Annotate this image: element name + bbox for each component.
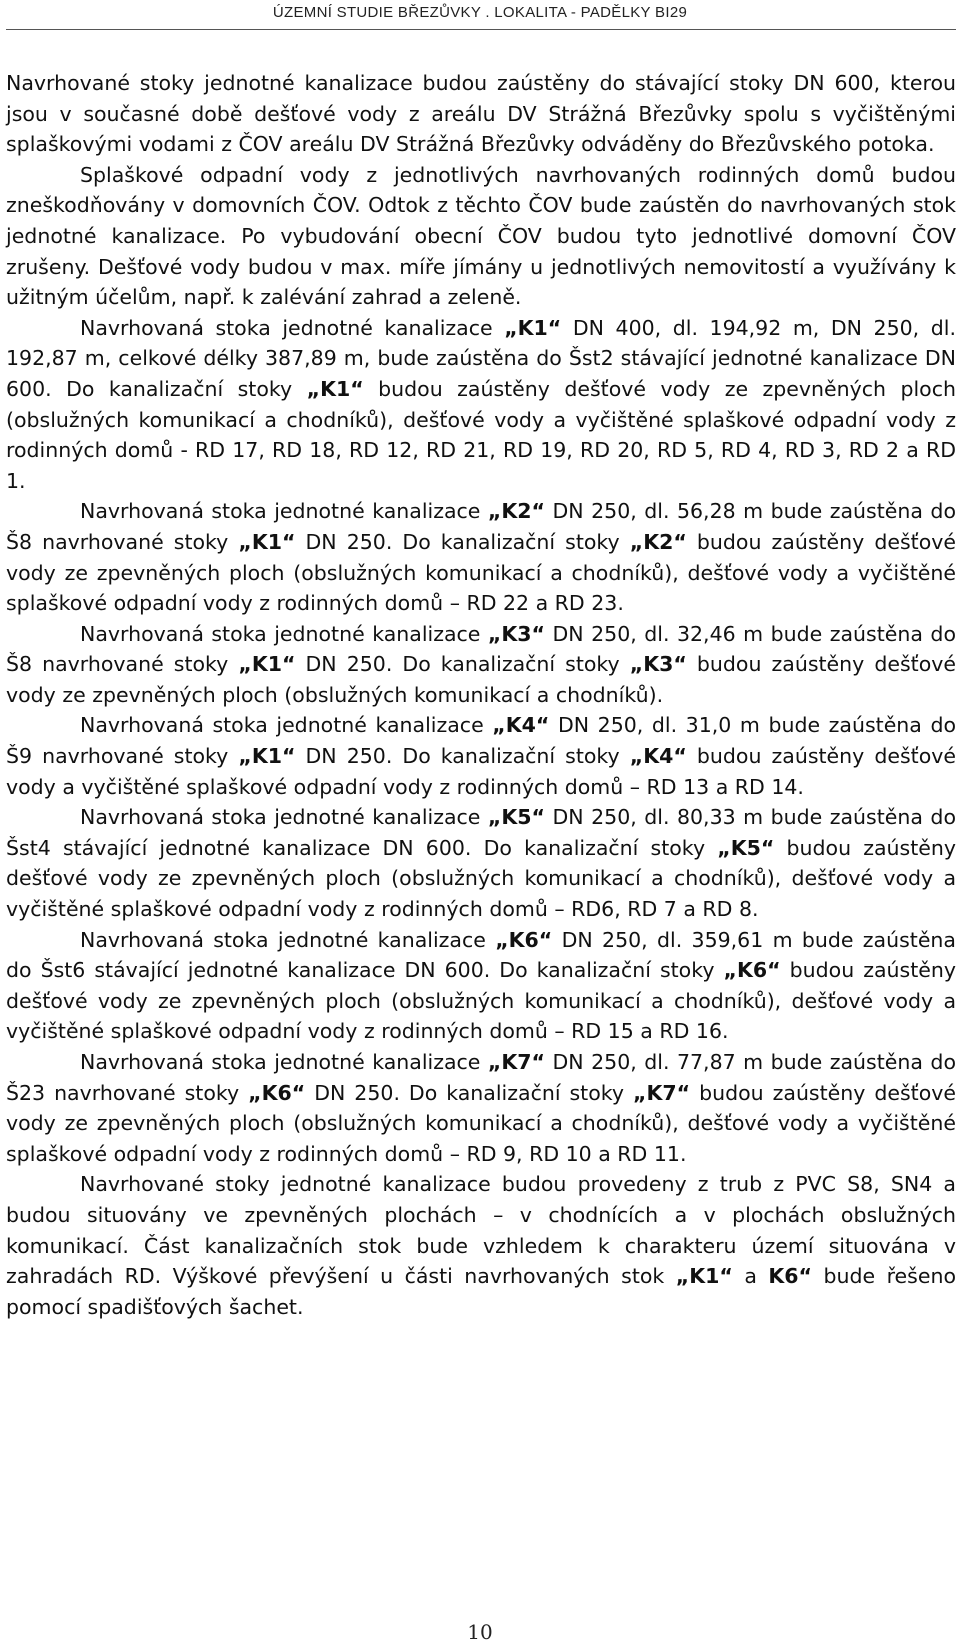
paragraph-text: DN 250. Do kanalizační stoky [295, 652, 630, 677]
paragraph-text: Navrhovaná stoka jednotné kanalizace [80, 713, 493, 738]
sewer-label: „K6“ [248, 1080, 306, 1105]
sewer-label: „K6“ [495, 927, 553, 952]
sewer-label: „K7“ [487, 1050, 546, 1074]
body-paragraph [6, 802, 956, 924]
sewer-label: „K5“ [717, 835, 775, 860]
paragraph-text: Navrhovaná stoka jednotné kanalizace [80, 1050, 488, 1074]
paragraph-text: Navrhovaná stoka jednotné kanalizace [80, 927, 496, 952]
sewer-label: „K1“ [238, 529, 296, 554]
sewer-label: „K1“ [504, 315, 562, 340]
paragraph-text: bude řešeno pomocí spadišťových šachet. [6, 1264, 956, 1319]
header-divider [6, 29, 956, 30]
paragraph-text: budou zaústěny dešťové vody ze zpevněných ploch (obslužných komunikací a chodníků), dešťové vody a vyčištěné splaškové odpadní vody z rodinných domů – RD 15 a RD 16. [6, 958, 956, 1044]
paragraph-text: DN 400, dl. 194,92 m, DN 250, dl. 192,87 m, celkové délky 387,89 m, bude zaústěna do Šst2 stávající jednotné kanalizace DN 600. Do kanalizační stoky [6, 315, 956, 401]
document-body [6, 68, 956, 1322]
paragraph-text: Navrhované stoky jednotné kanalizace budou zaústěny do stávající stoky DN 600, kterou jsou v současné době dešťové vody z areálu DV Strážná Březůvky spolu s vyčištěnými splaškovými vodami z ČOV areálu DV Strážná Březůvky odváděny do Březůvského potoka. [6, 71, 956, 157]
sewer-label: „K6“ [723, 958, 781, 983]
page-number: 10 [467, 1620, 493, 1644]
sewer-label: „K7“ [633, 1080, 691, 1105]
paragraph-text: Splaškové odpadní vody z jednotlivých navrhovaných rodinných domů budou zneškodňovány v domovních ČOV. Odtok z těchto ČOV bude zaústěn do navrhovaných stok jednotné kanalizace. Po vybudování obecní ČOV budou tyto jednotlivé domovní ČOV zrušeny. Dešťové vody budou v max. míře jímány u jednotlivých nemovitostí a využívány k užitným účelům, např. k zalévání zahrad a zeleně. [6, 162, 956, 310]
paragraph-text: budou zaústěny dešťové vody ze zpevněných ploch (obslužných komunikací a chodníků), dešťové vody a vyčištěné splaškové odpadní vody z rodinných domů – RD6, RD 7 a RD 8. [6, 835, 956, 922]
body-paragraph [6, 160, 956, 313]
sewer-label: „K1“ [675, 1264, 733, 1289]
paragraph-text: Navrhovaná stoka jednotné kanalizace [80, 621, 488, 646]
sewer-label: „K2“ [629, 529, 687, 554]
paragraph-text: budou zaústěny dešťové vody ze zpevněných ploch (obslužných komunikací a chodníků), dešťové vody a vyčištěné splaškové odpadní vody z rodinných domů – RD 22 a RD 23. [6, 529, 956, 616]
paragraph-text: budou zaústěny dešťové vody ze zpevněných ploch (obslužných komunikací a chodníků). [6, 652, 956, 707]
page-header: ÚZEMNÍ STUDIE BŘEZŮVKY . LOKALITA - PADĚLKY BI29 [272, 4, 688, 21]
body-paragraph [6, 925, 956, 1047]
body-paragraph [6, 710, 956, 802]
body-paragraph [6, 496, 956, 618]
sewer-label: „K1“ [238, 744, 296, 769]
sewer-label: „K5“ [487, 805, 546, 830]
sewer-label: „K4“ [629, 744, 687, 769]
paragraph-text: DN 250. Do kanalizační stoky [295, 744, 630, 769]
paragraph-text: DN 250, dl. 31,0 m bude zaústěna do Š9 navrhované stoky [6, 713, 956, 769]
sewer-label: „K3“ [629, 652, 687, 677]
paragraph-text: DN 250, dl. 32,46 m bude zaústěna do Š8 navrhované stoky [6, 621, 956, 677]
body-paragraph [6, 68, 956, 160]
paragraph-text: a [732, 1264, 769, 1289]
sewer-label: „K2“ [487, 499, 546, 524]
sewer-label: „K1“ [238, 652, 296, 677]
paragraph-text: DN 250. Do kanalizační stoky [305, 1080, 634, 1105]
sewer-label: „K1“ [306, 376, 364, 401]
paragraph-text: Navrhované stoky jednotné kanalizace budou provedeny z trub z PVC S8, SN4 a budou situovány ve zpevněných plochách – v chodnících a v plochách obslužných komunikací. Část kanalizačních stok bude vzhledem k charakteru území situována v zahradách RD. Výškové převýšení u části navrhovaných stok [6, 1172, 956, 1289]
paragraph-text: DN 250, dl. 77,87 m bude zaústěna do Š23 navrhované stoky [6, 1050, 956, 1105]
sewer-label: „K4“ [492, 713, 550, 738]
sewer-label: „K3“ [487, 621, 546, 646]
paragraph-text: DN 250, dl. 56,28 m bude zaústěna do Š8 navrhované stoky [6, 499, 956, 554]
sewer-label: K6“ [768, 1264, 812, 1289]
body-paragraph [6, 1047, 956, 1169]
paragraph-text: Navrhovaná stoka jednotné kanalizace [80, 315, 505, 340]
body-paragraph [6, 619, 956, 711]
paragraph-text: budou zaústěny dešťové vody ze zpevněných ploch (obslužných komunikací a chodníků), dešťové vody a vyčištěné splaškové odpadní vody z rodinných domů - RD 17, RD 18, RD 12, RD 21, RD 19, RD 20, RD 5, RD 4, RD 3, RD 2 a RD 1. [6, 376, 956, 493]
paragraph-text: budou zaústěny dešťové vody a vyčištěné splaškové odpadní vody z rodinných domů – RD 13 a RD 14. [6, 744, 956, 799]
paragraph-text: budou zaústěny dešťové vody ze zpevněných ploch (obslužných komunikací a chodníků), dešťové vody a vyčištěné splaškové odpadní vody z rodinných domů – RD 9, RD 10 a RD 11. [6, 1080, 956, 1166]
paragraph-text: Navrhovaná stoka jednotné kanalizace [80, 805, 488, 830]
body-paragraph [6, 313, 956, 497]
paragraph-text: DN 250, dl. 80,33 m bude zaústěna do Šst4 stávající jednotné kanalizace DN 600. Do kanalizační stoky [6, 805, 956, 860]
body-paragraph [6, 1169, 956, 1322]
paragraph-text: DN 250. Do kanalizační stoky [295, 529, 630, 554]
paragraph-text: Navrhovaná stoka jednotné kanalizace [80, 499, 488, 524]
paragraph-text: DN 250, dl. 359,61 m bude zaústěna do Šst6 stávající jednotné kanalizace DN 600. Do kanalizační stoky [6, 927, 956, 983]
